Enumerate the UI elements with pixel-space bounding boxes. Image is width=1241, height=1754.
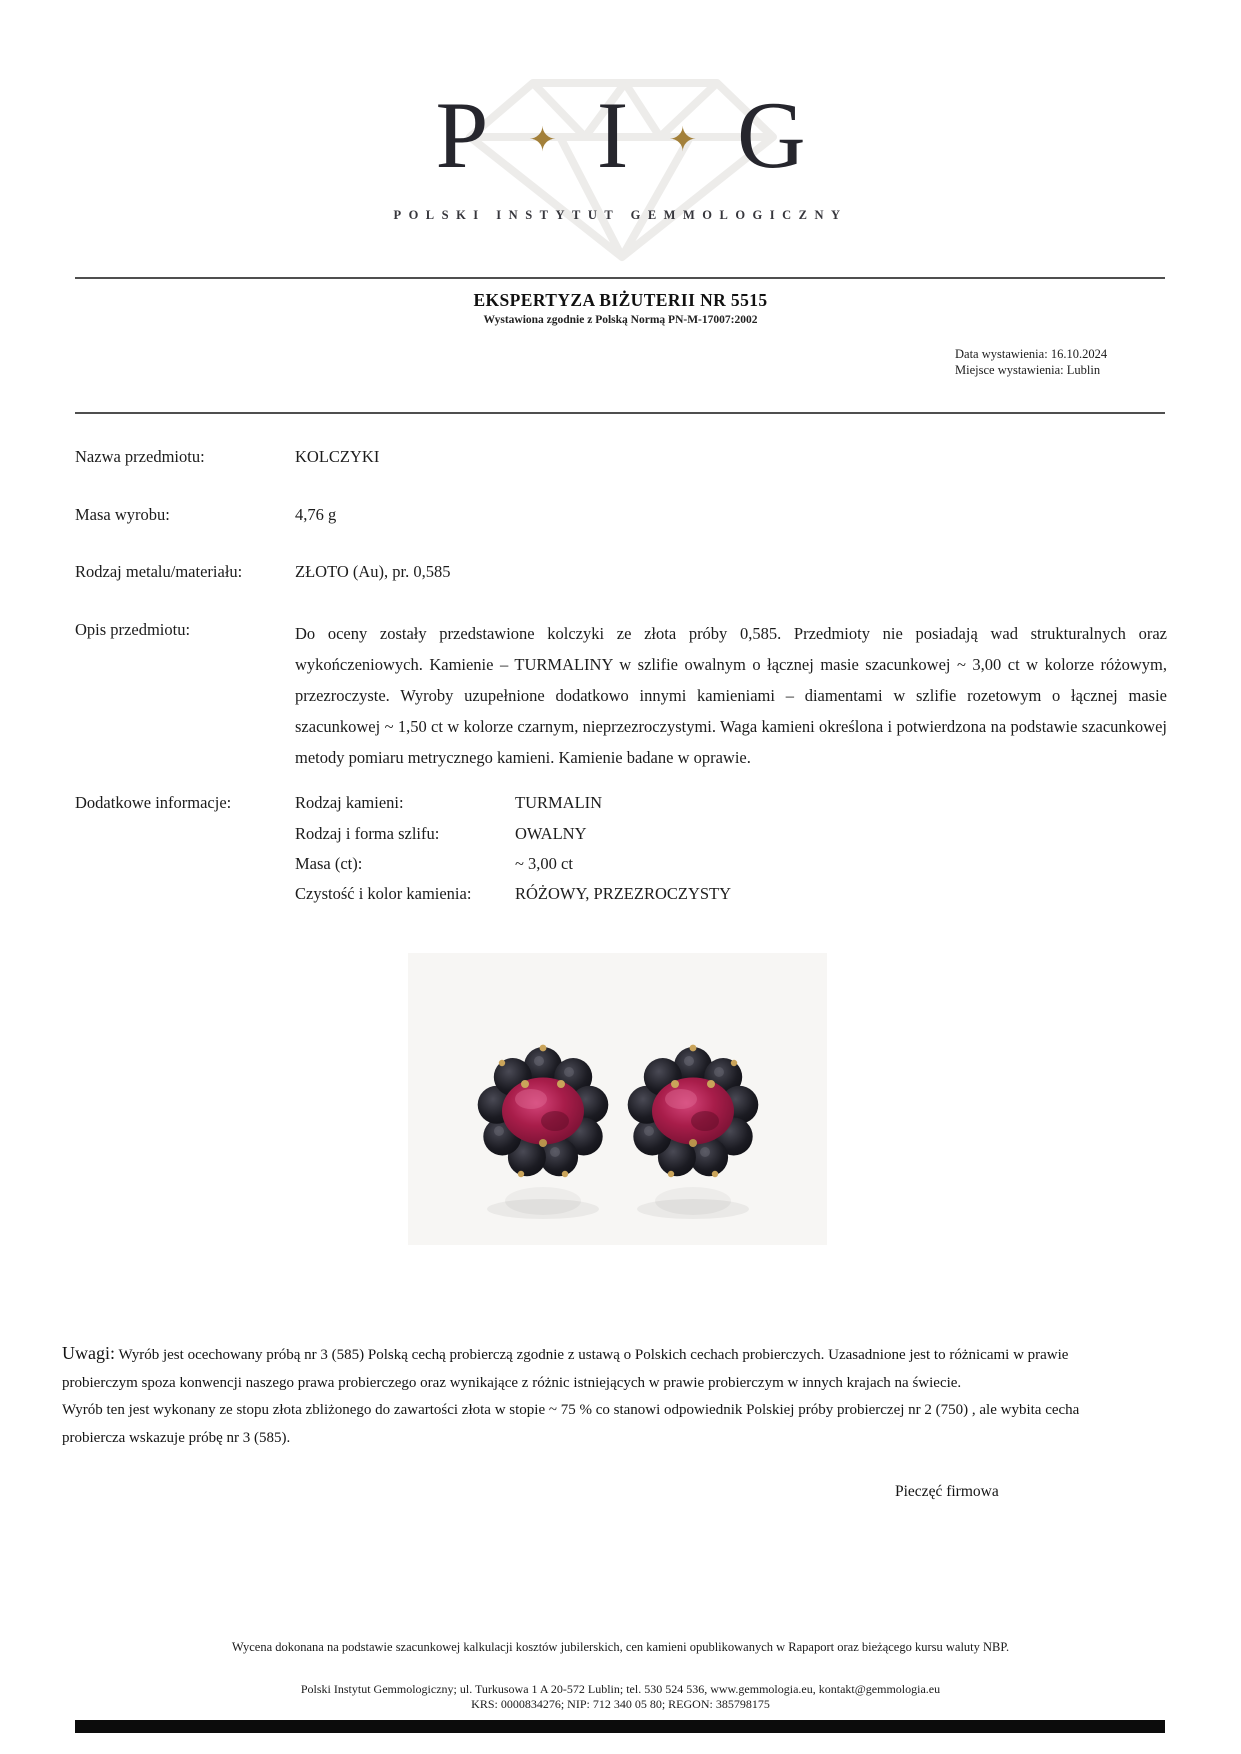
document-subtitle: Wystawiona zgodnie z Polską Normą PN-M-17007:2002 xyxy=(483,314,758,326)
issue-date-label: Data wystawienia: xyxy=(955,347,1048,361)
remarks-label: Uwagi: xyxy=(62,1343,115,1363)
bottom-bar xyxy=(75,1720,1165,1733)
addl-label-masa-ct: Masa (ct): xyxy=(295,854,363,873)
remarks-paragraph-2: Wyrób ten jest wykonany ze stopu złota zbliżonego do zawartości złota w stopie ~ 75 % co stanowi odpowiednik Polskiej próby probierczej nr 2 (750) , ale wybita cecha probiercza wskazuje próbę nr 3 (585). xyxy=(62,1402,1080,1446)
document-title: EKSPERTYZA BIŻUTERII NR 5515 xyxy=(473,290,768,310)
addl-value-masa-ct: ~ 3,00 ct xyxy=(515,854,573,873)
issue-date-value: 16.10.2024 xyxy=(1050,347,1108,361)
field-value-nazwa: KOLCZYKI xyxy=(295,447,380,466)
additional-info-label: Dodatkowe informacje: xyxy=(75,793,232,812)
footer-registry-info: KRS: 0000834276; NIP: 712 340 05 80; REGON: 385798175 xyxy=(471,1697,770,1711)
pig-logo xyxy=(0,82,1241,188)
addl-value-rodzaj-kamieni: TURMALIN xyxy=(515,793,603,812)
footer-contact-info: Polski Instytut Gemmologiczny; ul. Turkusowa 1 A 20-572 Lublin; tel. 530 524 536, www.gemmologia.eu, kontakt@gemmologia.eu xyxy=(300,1682,941,1696)
addl-value-czystosc: RÓŻOWY, PRZEZROCZYSTY xyxy=(515,884,732,903)
star-icon: ✦ xyxy=(528,121,557,159)
remarks-paragraph-1 xyxy=(62,1340,1102,1397)
institute-name: POLSKI INSTYTUT GEMMOLOGICZNY xyxy=(393,208,848,222)
remarks-text-1: Wyrób jest ocechowany próbą nr 3 (585) Polską cechą probierczą zgodnie z ustawą o Polskich cechach probierczych. Uzasadnione jest to różnicami w prawie probierczym spoza konwencji naszego prawa probierczego oraz wynikające z różnic istniejących w prawie probierczym w innych krajach na świecie. xyxy=(62,1347,1069,1391)
issue-place-row xyxy=(955,362,1195,378)
issue-place-label: Miejsce wystawienia: xyxy=(955,363,1064,377)
footer-valuation-note: Wycena dokonana na podstawie szacunkowej kalkulacji kosztów jubilerskich, cen kamieni opublikowanych w Rapaport oraz bieżącego kursu waluty NBP. xyxy=(231,1640,1010,1654)
divider-top xyxy=(75,277,1165,279)
issue-date-row xyxy=(955,346,1195,362)
issue-info xyxy=(955,346,1195,378)
earrings-illustration xyxy=(408,953,827,1245)
logo-letter-i: I xyxy=(596,82,629,188)
logo-letter-g: G xyxy=(736,82,806,188)
remarks-section xyxy=(62,1340,1102,1452)
field-label-nazwa: Nazwa przedmiotu: xyxy=(75,447,205,466)
addl-label-rodzaj-kamieni: Rodzaj kamieni: xyxy=(295,793,404,812)
field-label-opis: Opis przedmiotu: xyxy=(75,620,191,639)
company-stamp-label: Pieczęć firmowa xyxy=(895,1483,999,1500)
addl-label-czystosc: Czystość i kolor kamienia: xyxy=(295,884,472,903)
addl-label-szlif: Rodzaj i forma szlifu: xyxy=(295,824,440,843)
field-value-metal: ZŁOTO (Au), pr. 0,585 xyxy=(295,562,451,581)
star-icon: ✦ xyxy=(668,121,697,159)
issue-place-value: Lublin xyxy=(1066,363,1101,377)
addl-value-szlif: OWALNY xyxy=(515,824,587,843)
field-value-masa: 4,76 g xyxy=(295,505,337,524)
logo-letter-p: P xyxy=(435,82,489,188)
field-value-opis: Do oceny zostały przedstawione kolczyki ze złota próby 0,585. Przedmioty nie posiadają wad strukturalnych oraz wykończeniowych. Kamienie – TURMALINY w szlifie owalnym o łącznej masie szacunkowej ~ 3,00 ct w kolorze różowym, przezroczyste. Wyroby uzupełnione dodatkowo innymi kamieniami – diamentami w szlifie rozetowym o łącznej masie szacunkowej ~ 1,50 ct w kolorze czarnym, nieprzezroczystymi. Waga kamieni określona i potwierdzona na podstawie szacunkowej metody pomiaru metrycznego kamieni. Kamienie badane w oprawie. xyxy=(295,624,1167,767)
earrings-photo xyxy=(408,953,827,1245)
field-label-metal: Rodzaj metalu/materiału: xyxy=(75,562,243,581)
field-label-masa: Masa wyrobu: xyxy=(75,505,170,524)
divider-mid xyxy=(75,412,1165,414)
